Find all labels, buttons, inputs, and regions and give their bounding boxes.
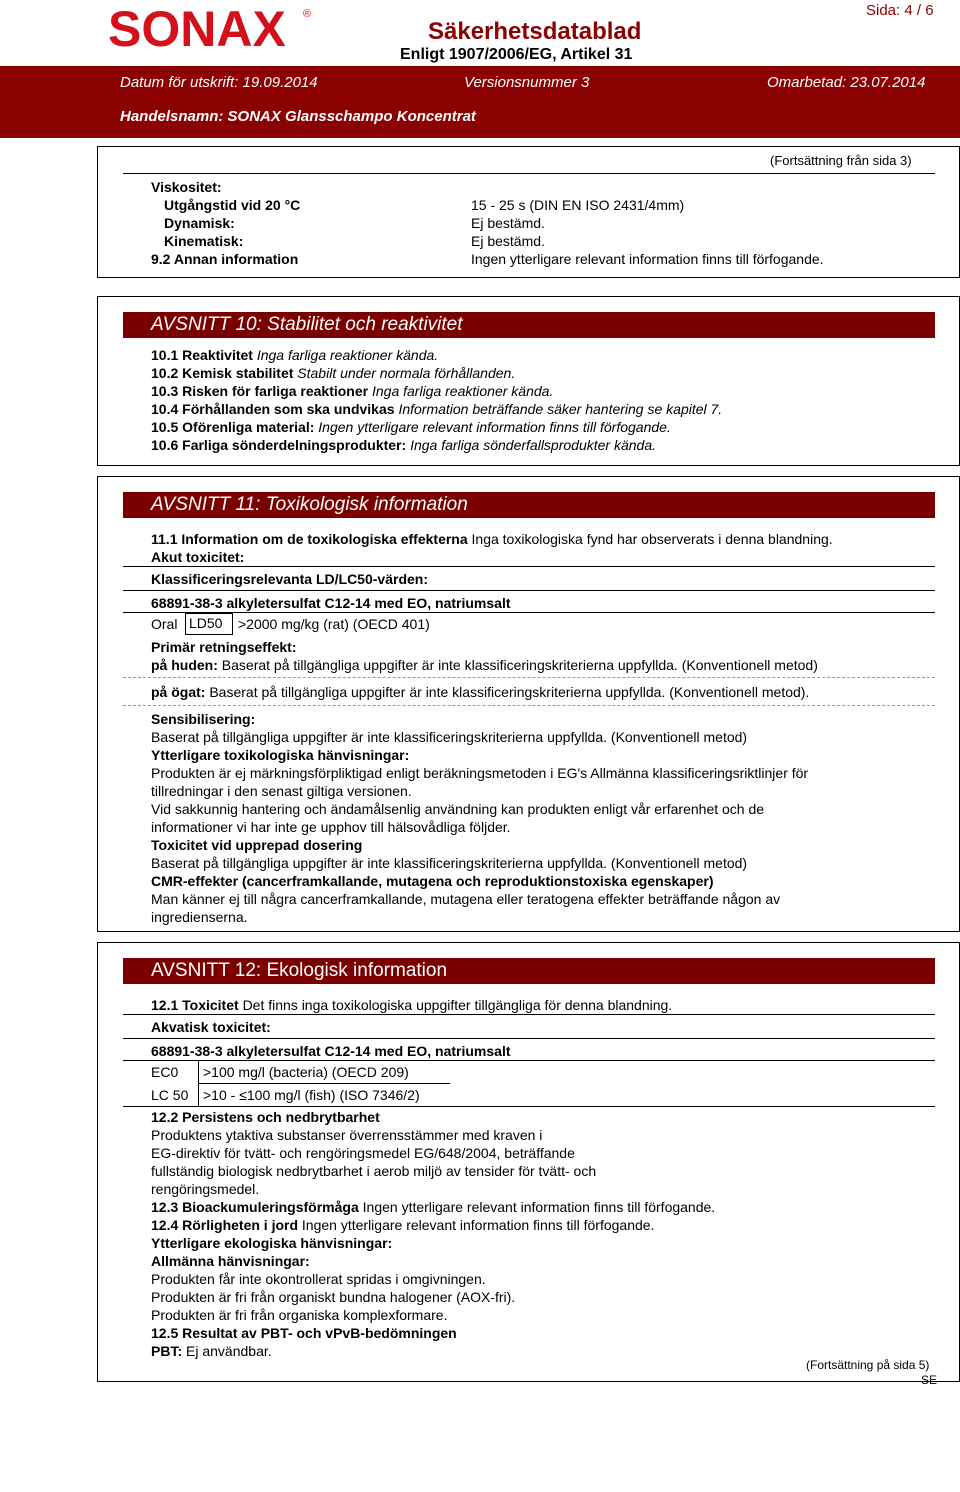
general-notes-label: Allmänna hänvisningar:	[151, 1253, 310, 1269]
general-notes-text: Produkten är fri från organiskt bundna halogener (AOX-fri).	[151, 1289, 516, 1305]
s10-item-text: Inga farliga sönderfallsprodukter kända.	[410, 437, 656, 453]
further-tox-text: Vid sakkunnig hantering och ändamålsenlig användning kan produkten enligt vår erfarenhet och de	[151, 801, 765, 817]
s12-toxicity	[151, 996, 672, 1014]
skin-text: Baserat på tillgängliga uppgifter är inte klassificeringskriterierna uppfyllda. (Konventionell metod)	[221, 657, 818, 673]
trade-name: Handelsnamn: SONAX Glansschampo Koncentrat	[120, 108, 476, 125]
s10-item-label: 10.5 Oförenliga material:	[151, 419, 315, 435]
s9-row-label: Utgångstid vid 20 °C	[164, 197, 301, 213]
s10-item-text: Inga farliga reaktioner kända.	[256, 347, 439, 363]
version-number: Versionsnummer 3	[464, 74, 590, 91]
logo-registered-mark: ®	[303, 8, 312, 20]
further-tox-text: Produkten är ej märkningsförpliktigad enligt beräkningsmetoden i EG's Allmänna klassificeringsriktlinjer för	[151, 765, 809, 781]
s10-item-text: Inga farliga reaktioner kända.	[371, 383, 554, 399]
doc-subtitle: Enligt 1907/2006/EG, Artikel 31	[400, 46, 633, 63]
skin-label: på huden:	[151, 657, 218, 673]
repeated-dose-text: Baserat på tillgängliga uppgifter är inte klassificeringskriterierna uppfyllda. (Konventionell metod)	[151, 855, 748, 871]
s12-substance: 68891-38-3 alkyletersulfat C12-14 med EO, natriumsalt	[151, 1043, 511, 1059]
s10-item-label: 10.1 Reaktivitet	[151, 347, 253, 363]
s11-info-text: Inga toxikologiska fynd har observerats i denna blandning.	[471, 531, 833, 547]
further-tox-text: informationer vi har inte ge upphov till hälsovådliga följder.	[151, 819, 511, 835]
s10-item-label: 10.4 Förhållanden som ska undvikas	[151, 401, 395, 417]
acute-toxicity-label: Akut toxicitet:	[151, 549, 245, 565]
s10-item	[151, 400, 722, 418]
tox-type: LD50	[189, 615, 223, 631]
bioaccumulation	[151, 1198, 715, 1216]
sensitisation-label: Sensibilisering:	[151, 711, 256, 727]
general-notes-text: Produkten får inte okontrollerat spridas i omgivningen.	[151, 1271, 486, 1287]
s10-item-label: 10.6 Farliga sönderdelningsprodukter:	[151, 437, 407, 453]
cmr-label: CMR-effekter (cancerframkallande, mutagena och reproduktionstoxiska egenskaper)	[151, 873, 714, 889]
persistence-label: 12.2 Persistens och nedbrytbarhet	[151, 1109, 380, 1125]
s9-row-value: 15 - 25 s (DIN EN ISO 2431/4mm)	[471, 197, 685, 213]
s9-row-value: Ej bestämd.	[471, 233, 545, 249]
repeated-dose-label: Toxicitet vid upprepad dosering	[151, 837, 363, 853]
cmr-text: ingredienserna.	[151, 909, 248, 925]
s10-item	[151, 364, 515, 382]
mobility-label: 12.4 Rörligheten i jord	[151, 1217, 299, 1233]
s10-item-text: Stabilt under normala förhållanden.	[297, 365, 516, 381]
eco-tox-type: LC 50	[151, 1087, 189, 1103]
eye-text: Baserat på tillgängliga uppgifter är inte klassificeringskriterierna uppfyllda. (Konventionell metod).	[209, 684, 810, 700]
viscosity-label: Viskositet:	[151, 179, 222, 195]
eco-tox-value: >100 mg/l (bacteria) (OECD 209)	[203, 1064, 409, 1080]
pbt-key: PBT:	[151, 1343, 183, 1359]
tox-route: Oral	[151, 616, 178, 632]
section12-title: AVSNITT 12: Ekologisk information	[123, 958, 935, 984]
primary-irritation-label: Primär retningseffekt:	[151, 639, 297, 655]
ld-values-label: Klassificeringsrelevanta LD/LC50-värden:	[151, 571, 428, 587]
continued-on: (Fortsättning på sida 5)	[806, 1358, 930, 1372]
print-date: Datum för utskrift: 19.09.2014	[120, 74, 318, 91]
s9-row-value: Ingen ytterligare relevant information finns till förfogande.	[471, 251, 824, 267]
section10-title: AVSNITT 10: Stabilitet och reaktivitet	[123, 312, 935, 338]
general-notes-text: Produkten är fri från organiska komplexformare.	[151, 1307, 448, 1323]
s10-item-text: Information beträffande säker hantering se kapitel 7.	[398, 401, 723, 417]
page-number: Sida: 4 / 6	[866, 2, 934, 19]
eye-effect	[151, 683, 809, 701]
s9-row-label: 9.2 Annan information	[151, 251, 299, 267]
s11-info	[151, 530, 833, 548]
s9-row-label: Kinematisk:	[164, 233, 244, 249]
persistence-text: rengöringsmedel.	[151, 1181, 260, 1197]
sensitisation-text: Baserat på tillgängliga uppgifter är inte klassificeringskriterierna uppfyllda. (Konventionell metod)	[151, 729, 748, 745]
s10-item	[151, 346, 438, 364]
persistence-text: EG-direktiv för tvätt- och rengöringsmedel EG/648/2004, beträffande	[151, 1145, 575, 1161]
s12-toxicity-text: Det finns inga toxikologiska uppgifter tillgängliga för denna blandning.	[242, 997, 673, 1013]
tox-value: >2000 mg/kg (rat) (OECD 401)	[238, 616, 430, 632]
aquatic-toxicity-label: Akvatisk toxicitet:	[151, 1019, 271, 1035]
persistence-text: Produktens ytaktiva substanser överrensstämmer med kraven i	[151, 1127, 543, 1143]
logo-text: SONAX	[108, 6, 286, 52]
skin-effect	[151, 656, 818, 674]
further-tox-text: tillredningar i den senast giltiga versionen.	[151, 783, 412, 799]
pbt-label: 12.5 Resultat av PBT- och vPvB-bedömningen	[151, 1325, 457, 1341]
cmr-text: Man känner ej till några cancerframkallande, mutagena eller teratogena effekter beträffande någon av	[151, 891, 781, 907]
further-tox-label: Ytterligare toxikologiska hänvisningar:	[151, 747, 410, 763]
s10-item	[151, 418, 671, 436]
doc-title: Säkerhetsdatablad	[428, 18, 642, 45]
section11-title: AVSNITT 11: Toxikologisk information	[123, 492, 935, 518]
s10-item	[151, 436, 656, 454]
mobility-text: Ingen ytterligare relevant information finns till förfogande.	[301, 1217, 655, 1233]
s10-item-label: 10.3 Risken för farliga reaktioner	[151, 383, 369, 399]
s10-item-label: 10.2 Kemisk stabilitet	[151, 365, 294, 381]
tox-type-cell	[185, 613, 233, 635]
sonax-logo	[108, 6, 318, 55]
eco-tox-value: >10 - ≤100 mg/l (fish) (ISO 7346/2)	[203, 1087, 420, 1103]
pbt-result	[151, 1342, 272, 1360]
language-code: SE	[921, 1373, 938, 1387]
bioaccumulation-text: Ingen ytterligare relevant information finns till förfogande.	[362, 1199, 716, 1215]
s10-item-text: Ingen ytterligare relevant information finns till förfogande.	[318, 419, 671, 435]
pbt-text: Ej användbar.	[186, 1343, 272, 1359]
s11-info-label: 11.1 Information om de toxikologiska effekterna	[151, 531, 468, 547]
eco-notes-label: Ytterligare ekologiska hänvisningar:	[151, 1235, 393, 1251]
s9-row-value: Ej bestämd.	[471, 215, 545, 231]
continued-from: (Fortsättning från sida 3)	[770, 153, 912, 168]
revised-date: Omarbetad: 23.07.2014	[767, 74, 926, 91]
s10-item	[151, 382, 553, 400]
eye-label: på ögat:	[151, 684, 206, 700]
s9-row-label: Dynamisk:	[164, 215, 235, 231]
s11-substance: 68891-38-3 alkyletersulfat C12-14 med EO, natriumsalt	[151, 595, 511, 611]
eco-tox-type: EC0	[151, 1064, 179, 1080]
mobility	[151, 1216, 654, 1234]
bioaccumulation-label: 12.3 Bioackumuleringsförmåga	[151, 1199, 359, 1215]
persistence-text: fullständig biologisk nedbrytbarhet i aerob miljö av tensider för tvätt- och	[151, 1163, 597, 1179]
s12-toxicity-label: 12.1 Toxicitet	[151, 997, 239, 1013]
